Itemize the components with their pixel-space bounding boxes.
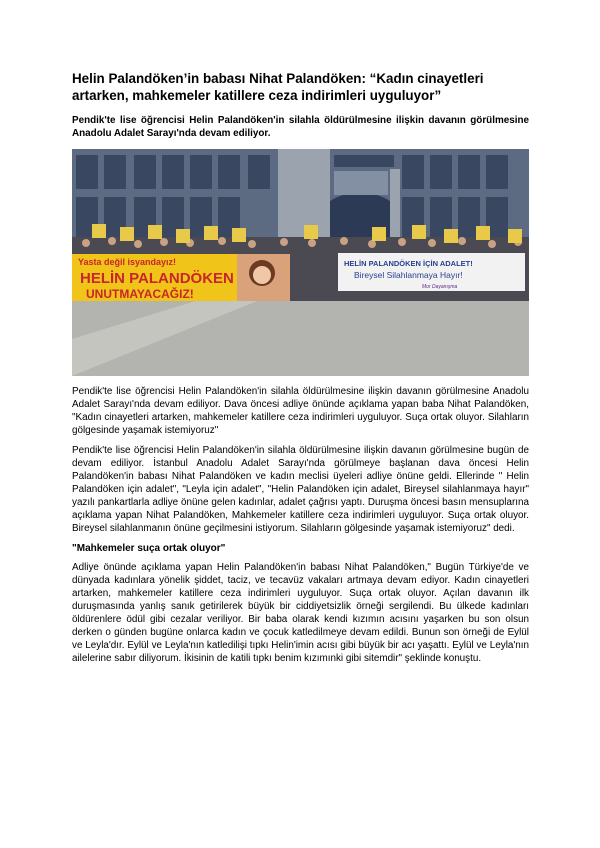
right-banner-line2: Bireysel Silahlanmaya Hayır! [354,270,463,280]
article-lead: Pendik'te lise öğrencisi Helin Palandöken'in silahla öldürülmesine ilişkin davanın görülmesine Anadolu Adalet Sarayı'nda devam ediliyor. [72,115,529,139]
right-banner-line1: HELİN PALANDÖKEN İÇİN ADALET! [344,259,473,268]
right-banner-line3: Mor Dayanışma [422,284,458,290]
article-closing-paragraph: Adliye önünde açıklama yapan Helin Palandöken'in babası Nihat Palandöken," Bugün Türkiye'de ve dünyada kadınlara yönelik şiddet, taciz, ve tecavüz vakaları artmaya devam ediyor. Kadın cinayetleri artarken, mahkemeler katillere ceza indirimleri uyguluyor. Suça ortak oluyor. Açılan davanın ilk duruşmasında yanlış sanık getirilerek büyük bir ciddiyetsizlik örneği sergilendi. Bu ülkede kadınları öldürenlere ödül gibi cezalar veriliyor. Bir baba olarak kendi kızımın acısını yaşarken bu son olsun derken o günden bugüne onlarca kadın ve çocuk katledilmeye devam edildi. Bunun son örneği de Eylül ve Leyla'dır. Eylül ve Leyla'nın katledilişi tıpkı Helin'imin acısı gibi büyük bir acı yaşattı. Eylül ve Leyla'nın ailelerine sabır diliyorum. İkisinin de katili tıpkı benim kızımınki gibi sitemdir" şeklinde konuştu. [72,562,529,664]
protest-photo-illustration [72,149,529,376]
article-headline: Helin Palandöken’in babası Nihat Palandöken: “Kadın cinayetleri artarken, mahkemeler katillere ceza indirimleri uyguluyor” [72,71,484,103]
left-banner-line2: HELİN PALANDÖKEN [80,270,234,287]
portrait-face [253,266,271,284]
right-banner [338,253,525,291]
article [72,70,529,672]
article-paragraph-1: Pendik'te lise öğrencisi Helin Palandöken'in silahla öldürülmesine ilişkin davanın görülmesine Anadolu Adalet Sarayı'nda devam ediliyor. Dava öncesi adliye önünde açıklama yapan baba Nihat Palandöken, "Kadın cinayetleri artarken, mahkemeler katillere ceza indirimleri uyguluyor. Suça ortak oluyor. Silahların gölgesinde yaşamak istemiyoruz" [72,386,529,436]
left-banner-line1: Yasta değil isyandayız! [78,257,177,267]
left-banner-line3: UNUTMAYACAĞIZ! [86,287,194,301]
left-banner [72,254,290,301]
article-subheading: "Mahkemeler suça ortak oluyor" [72,543,226,554]
protest-photo [72,149,529,376]
building-sign [334,171,388,195]
article-paragraph-2: Pendik'te lise öğrencisi Helin Palandöken'in silahla öldürülmesine ilişkin davanın görülmesine bugün de devam ediliyor. İstanbul Anadolu Adalet Sarayı'nda görülmeye başlanan dava öncesi Helin Palandöken'in babası Nihat Palandöken ve kadın meclisi üyeleri adliye önüne geldi. Ellerinde " Helin Palandöken için adalet", "Leyla için adalet", "Helin Palandöken için adalet, Bireysel silahlanmaya hayır" yazılı pankartlarla adliye önüne gelen kadınlar, adalet çağrısı yaptı. Duruşma öncesi basın mensuplarına açıklama yapan Nihat Palandöken, Mahkemeler katillere ceza indirimleri uyguluyor. Suça ortak oluyor. Bireysel silahlanmanın önüne geçilmesini istiyorum. Silahların gölgesinde yaşamak istemiyoruz" dedi. [72,445,529,534]
